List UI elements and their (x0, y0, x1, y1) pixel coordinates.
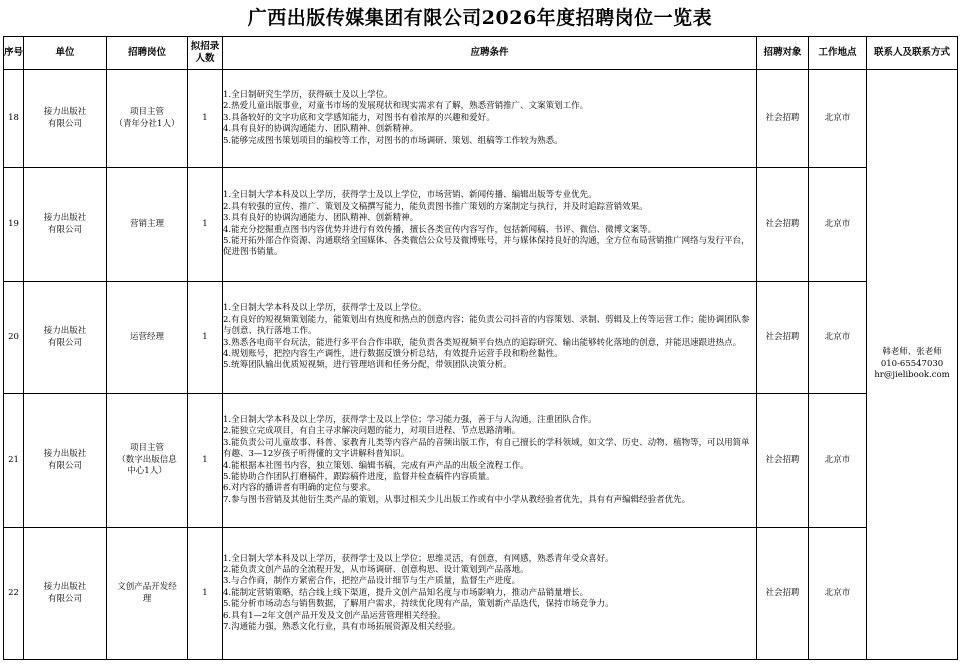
count-cell (188, 282, 223, 394)
unit-cell (24, 168, 107, 282)
requirement-item: 7.参与图书营销及其他衍生类产品的策划，从事过相关少儿出版工作或有中小学从教经验者优先，具有有声编辑经验者优先。 (223, 494, 691, 505)
requirement-item: 5.能协助合作团队打磨稿件，跟踪稿件进度，监督并检查稿件内容质量。 (223, 471, 495, 482)
requirement-item: 2.能负责文创产品的全流程开发，从市场调研、创意构思、设计策划到产品落地。 (223, 564, 529, 575)
requirements-cell (223, 282, 757, 394)
position-line: 理 (142, 593, 152, 604)
unit-line: 接力出版社 (43, 107, 87, 118)
position-line: 文创产品开发经 (117, 582, 177, 593)
position-line: 中心1人） (127, 466, 167, 477)
row-target: 社会招聘 (765, 218, 800, 229)
row-count: 1 (202, 454, 208, 465)
unit-cell (24, 528, 107, 660)
requirement-item: 5.能够完成图书策划项目的编校等工作，对图书的市场调研、策划、组稿等工作较为熟悉。 (223, 135, 563, 146)
unit-line: 有限公司 (47, 460, 82, 471)
row-location: 北京市 (824, 454, 851, 465)
requirement-item: 3.具备较好的文字功底和文学感知能力，对图书有着浓厚的兴趣和爱好。 (223, 112, 495, 123)
requirement-item: 2.有良好的短视频策划能力，能策划出有热度和热点的创意内容；能负责公司抖音的内容策划、录制、剪辑及上传等运营工作；能协调团队参与创意、执行落地工作。 (223, 314, 750, 337)
position-line: （数字出版信息 (117, 454, 177, 465)
unit-line: 接力出版社 (43, 326, 87, 337)
header-contact: 联系人及联系方式 (867, 37, 958, 70)
contact-email: hr@jielibook.com (874, 370, 950, 381)
row-location: 北京市 (824, 218, 851, 229)
position-line: 运营经理 (129, 331, 164, 342)
seq-cell (4, 282, 24, 394)
position-cell (107, 394, 188, 528)
target-cell (757, 528, 809, 660)
position-cell (107, 282, 188, 394)
position-cell (107, 528, 188, 660)
requirement-item: 1.全日制研究生学历，获得硕士及以上学位。 (223, 89, 393, 100)
row-seq: 19 (8, 218, 19, 229)
contact-names: 韩老师、张老师 (882, 347, 942, 358)
requirement-item: 6.对内容的播讲者有明确的定位与要求。 (223, 483, 376, 494)
seq-cell (4, 168, 24, 282)
requirement-item: 6.具有1—2年文创产品开发及文创产品运营管理相关经验。 (223, 610, 446, 621)
row-location: 北京市 (824, 331, 851, 342)
location-cell (809, 168, 867, 282)
row-count: 1 (202, 218, 208, 229)
contact-phone: 010-65547030 (880, 358, 944, 369)
position-cell (107, 70, 188, 168)
table-row (4, 394, 958, 528)
position-line: 项目主管 (129, 107, 164, 118)
unit-line: 接力出版社 (43, 213, 87, 224)
unit-line: 有限公司 (47, 118, 82, 129)
row-seq: 22 (8, 587, 19, 598)
position-line: 项目主管 (129, 443, 164, 454)
row-count: 1 (202, 112, 208, 123)
requirement-item: 3.能负责公司儿童故事、科普、家教育儿类等内容产品的音频出版工作，有自己擅长的学科领域，如文学、历史、动物、植物等，可以用简单有趣、3—12岁孩子听得懂的文字讲解科普知识。 (223, 437, 750, 460)
row-target: 社会招聘 (765, 112, 800, 123)
requirement-item: 2.能独立完成项目，有自主寻求解决问题的能力，对项目进程、节点思路清晰。 (223, 426, 521, 437)
requirement-item: 4.能充分挖掘重点图书内容优势并进行有效传播，擅长各类宣传内容写作，包括新闻稿、书评、微信、微博文案等。 (223, 224, 657, 235)
row-seq: 20 (8, 331, 19, 342)
seq-cell (4, 394, 24, 528)
requirements-cell (223, 528, 757, 660)
unit-line: 有限公司 (47, 593, 82, 604)
requirements-cell (223, 168, 757, 282)
requirements-cell (223, 394, 757, 528)
row-target: 社会招聘 (765, 331, 800, 342)
position-cell (107, 168, 188, 282)
header-position: 招聘岗位 (107, 37, 188, 70)
header-seq: 序号 (4, 37, 24, 70)
requirement-item: 4.能制定营销策略，结合线上线下渠道，提升文创产品知名度与市场影响力，推动产品销量增长。 (223, 587, 589, 598)
requirement-item: 3.具有良好的协调沟通能力、团队精神、创新精神。 (223, 213, 419, 224)
row-target: 社会招聘 (765, 454, 800, 465)
count-cell (188, 394, 223, 528)
requirement-item: 5.能分析市场动态与销售数据，了解用户需求，持续优化现有产品，策划新产品迭代，保持市场竞争力。 (223, 599, 614, 610)
location-cell (809, 394, 867, 528)
requirement-item: 4.具有良好的协调沟通能力、团队精神、创新精神。 (223, 124, 419, 135)
requirement-item: 1.全日制大学本科及以上学历，获得学士及以上学位；思维灵活，有创意，有网感，熟悉青年受众喜好。 (223, 553, 614, 564)
unit-line: 有限公司 (47, 224, 82, 235)
location-cell (809, 282, 867, 394)
seq-cell (4, 70, 24, 168)
requirements-cell (223, 70, 757, 168)
count-cell (188, 528, 223, 660)
requirement-item: 5.统筹团队输出优质短视频，进行管理培训和任务分配，带领团队决策分析。 (223, 360, 512, 371)
row-target: 社会招聘 (765, 587, 800, 598)
position-line: （青年分社1人） (114, 118, 180, 129)
unit-cell (24, 282, 107, 394)
requirement-item: 4.规划账号，把控内容生产调性，进行数据反馈分析总结，有效提升运营手段和粉丝黏性。 (223, 348, 563, 359)
header-target: 招聘对象 (757, 37, 809, 70)
location-cell (809, 528, 867, 660)
target-cell (757, 70, 809, 168)
table-header-row (4, 37, 958, 70)
count-cell (188, 168, 223, 282)
target-cell (757, 282, 809, 394)
location-cell (809, 70, 867, 168)
row-count: 1 (202, 587, 208, 598)
header-requirements: 应聘条件 (223, 37, 757, 70)
unit-cell (24, 70, 107, 168)
recruitment-table (3, 36, 958, 660)
header-unit: 单位 (24, 37, 107, 70)
header-count: 拟招录人数 (188, 37, 223, 70)
unit-line: 有限公司 (47, 337, 82, 348)
target-cell (757, 168, 809, 282)
requirement-item: 2.热爱儿童出版事业，对童书市场的发展现状和现实需求有了解，熟悉营销推广、文案策划工作。 (223, 101, 589, 112)
requirement-item: 5.能开拓外部合作资源、沟通联络全国媒体、各类微信公众号及微博账号，并与媒体保持良好的沟通，全方位布局营销推广网络与发行平台，促进图书销量。 (223, 235, 750, 258)
header-location: 工作地点 (809, 37, 867, 70)
count-cell (188, 70, 223, 168)
contact-cell (867, 70, 958, 660)
requirement-item: 1.全日制大学本科及以上学历，获得学士及以上学位。 (223, 303, 427, 314)
row-seq: 21 (8, 454, 19, 465)
unit-line: 接力出版社 (43, 449, 87, 460)
requirement-item: 1.全日制大学本科及以上学历，获得学士及以上学位，市场营销、新闻传播、编辑出版等专业优先。 (223, 190, 597, 201)
requirement-item: 1.全日制大学本科及以上学历，获得学士及以上学位；学习能力强，善于与人沟通，注重团队合作。 (223, 414, 597, 425)
unit-cell (24, 394, 107, 528)
row-location: 北京市 (824, 112, 851, 123)
table-row (4, 70, 958, 168)
requirement-item: 7.沟通能力强，熟悉文化行业，具有市场拓展资源及相关经验。 (223, 622, 461, 633)
requirement-item: 4.能根据本社图书内容，独立策划、编辑书稿，完成有声产品的出版全流程工作。 (223, 460, 529, 471)
row-location: 北京市 (824, 587, 851, 598)
requirement-item: 3.熟悉各电商平台玩法，能进行多平台合作串联，能负责各类短视频平台热点的追踪研究、输出能够转化落地的创意，并能迅速跟进热点。 (223, 337, 742, 348)
row-seq: 18 (8, 112, 19, 123)
table-row (4, 282, 958, 394)
requirement-item: 2.具有较强的宣传、推广、策划及文稿撰写能力，能负责图书推广策划的方案制定与执行，并及时追踪营销效果。 (223, 201, 648, 212)
requirement-item: 3.与合作商，制作方紧密合作，把控产品设计细节与生产质量，监督生产进度。 (223, 576, 521, 587)
target-cell (757, 394, 809, 528)
seq-cell (4, 528, 24, 660)
row-count: 1 (202, 331, 208, 342)
table-row (4, 168, 958, 282)
position-line: 营销主理 (129, 218, 164, 229)
unit-line: 接力出版社 (43, 582, 87, 593)
page-title: 广西出版传媒集团有限公司2026年度招聘岗位一览表 (247, 7, 713, 29)
table-row (4, 528, 958, 660)
